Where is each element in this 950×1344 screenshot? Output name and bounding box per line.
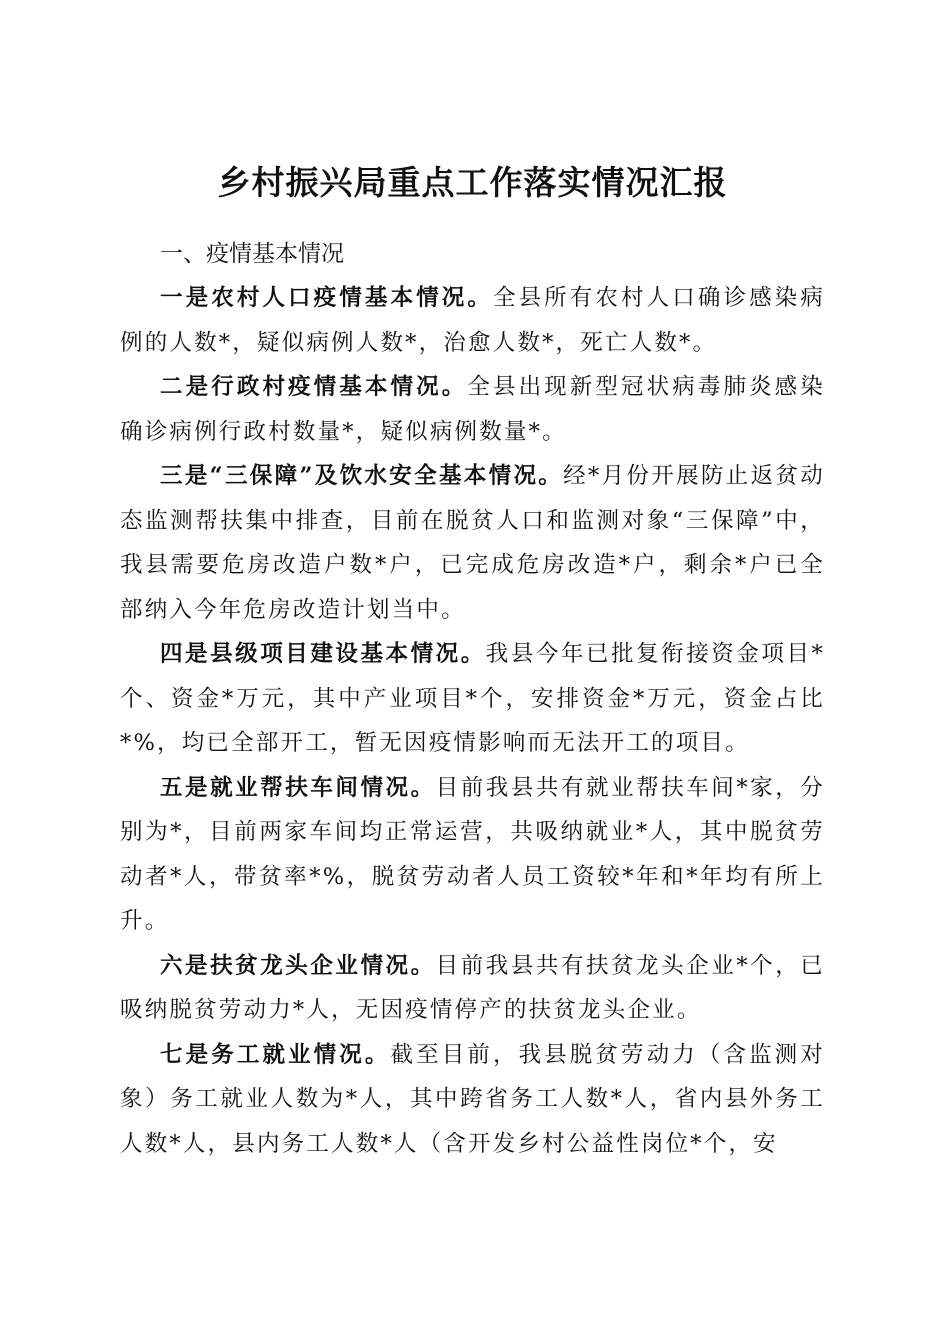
paragraph-2	[120, 365, 825, 454]
paragraph-3	[120, 454, 825, 632]
paragraph-text: 截至目前，我县脱贫劳动力（含监测对象）务工就业人数为*人，其中跨省务工人数*人，省内县外务工人数*人，县内务工人数*人（含开发乡村公益性岗位*个，安	[120, 1041, 825, 1157]
paragraph-4	[120, 632, 825, 766]
paragraph-lead: 五是就业帮扶车间情况。	[160, 774, 436, 801]
section-heading: 一、疫情基本情况	[160, 241, 344, 267]
paragraph-6	[120, 944, 825, 1033]
document-title: 乡村振兴局重点工作落实情况汇报	[217, 163, 728, 203]
paragraph-7	[120, 1033, 825, 1167]
document-body	[120, 232, 825, 1166]
paragraph-text: 全县出现新型冠状病毒肺炎感染确诊病例行政村数量*，疑似病例数量*。	[120, 374, 825, 445]
paragraph-5	[120, 766, 825, 944]
paragraph-1	[120, 276, 825, 365]
paragraph-text: 全县所有农村人口确诊感染病例的人数*，疑似病例人数*，治愈人数*，死亡人数*。	[120, 285, 825, 356]
paragraph-lead: 一是农村人口疫情基本情况。	[160, 285, 493, 311]
paragraph-text: 我县今年已批复衔接资金项目*个、资金*万元，其中产业项目*个，安排资金*万元，资金占比*%，均已全部开工，暂无因疫情影响而无法开工的项目。	[120, 641, 825, 756]
paragraph-text: 目前我县共有就业帮扶车间*家，分别为*，目前两家车间均正常运营，共吸纳就业*人，其中脱贫劳动者*人，带贫率*%，脱贫劳动者人员工资较*年和*年均有所上升。	[120, 774, 825, 934]
paragraph-text: 目前我县共有扶贫龙头企业*个，已吸纳脱贫劳动力*人，无因疫情停产的扶贫龙头企业。	[120, 952, 825, 1023]
paragraph-lead: 三是“三保障”及饮水安全基本情况。	[160, 463, 564, 489]
paragraph-lead: 二是行政村疫情基本情况。	[160, 374, 468, 400]
paragraph-lead: 四是县级项目建设基本情况。	[160, 641, 486, 667]
paragraph-lead: 七是务工就业情况。	[160, 1041, 391, 1068]
paragraph-text: 经*月份开展防止返贫动态监测帮扶集中排查，目前在脱贫人口和监测对象“三保障”中，我县需要危房改造户数*户，已完成危房改造*户，剩余*户已全部纳入今年危房改造计划当中。	[120, 463, 825, 623]
paragraph-lead: 六是扶贫龙头企业情况。	[160, 952, 436, 979]
